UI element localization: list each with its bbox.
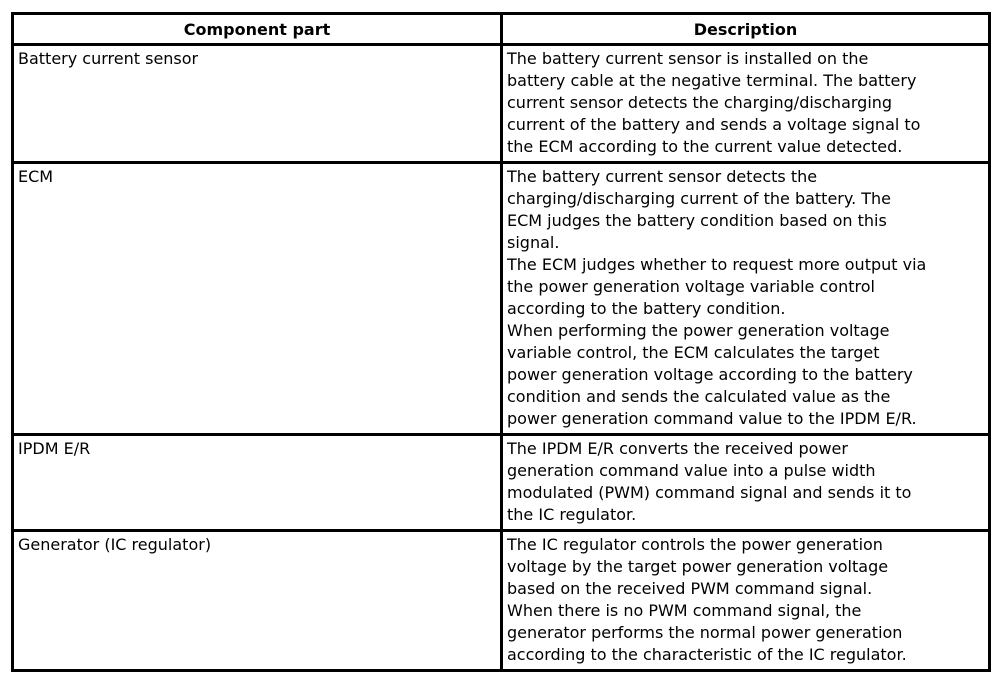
table-row [13,435,990,531]
component-cell: Generator (IC regulator) [13,531,502,671]
description-cell: The battery current sensor detects the charging/discharging current of the battery. The ECM judges the battery condition based on this signal. The ECM judges whether to request more output via the power generation voltage variable control according to the battery condition. When performing the power generation voltage variable control, the ECM calculates the target power generation voltage according to the battery condition and sends the calculated value as the power generation command value to the IPDM E/R. [502,163,990,435]
component-cell: IPDM E/R [13,435,502,531]
description-cell: The IC regulator controls the power generation voltage by the target power generation voltage based on the received PWM command signal. When there is no PWM command signal, the generator performs the normal power generation according to the characteristic of the IC regulator. [502,531,990,671]
table-row [13,531,990,671]
header-component-part: Component part [13,14,502,45]
component-cell: Battery current sensor [13,45,502,163]
description-cell: The battery current sensor is installed on the battery cable at the negative terminal. The battery current sensor detects the charging/discharging current of the battery and sends a voltage signal to the ECM according to the current value detected. [502,45,990,163]
table-row [13,45,990,163]
component-description-table [11,12,991,672]
header-description: Description [502,14,990,45]
table-header-row [13,14,990,45]
component-cell: ECM [13,163,502,435]
description-cell: The IPDM E/R converts the received power generation command value into a pulse width modulated (PWM) command signal and sends it to the IC regulator. [502,435,990,531]
table-row [13,163,990,435]
